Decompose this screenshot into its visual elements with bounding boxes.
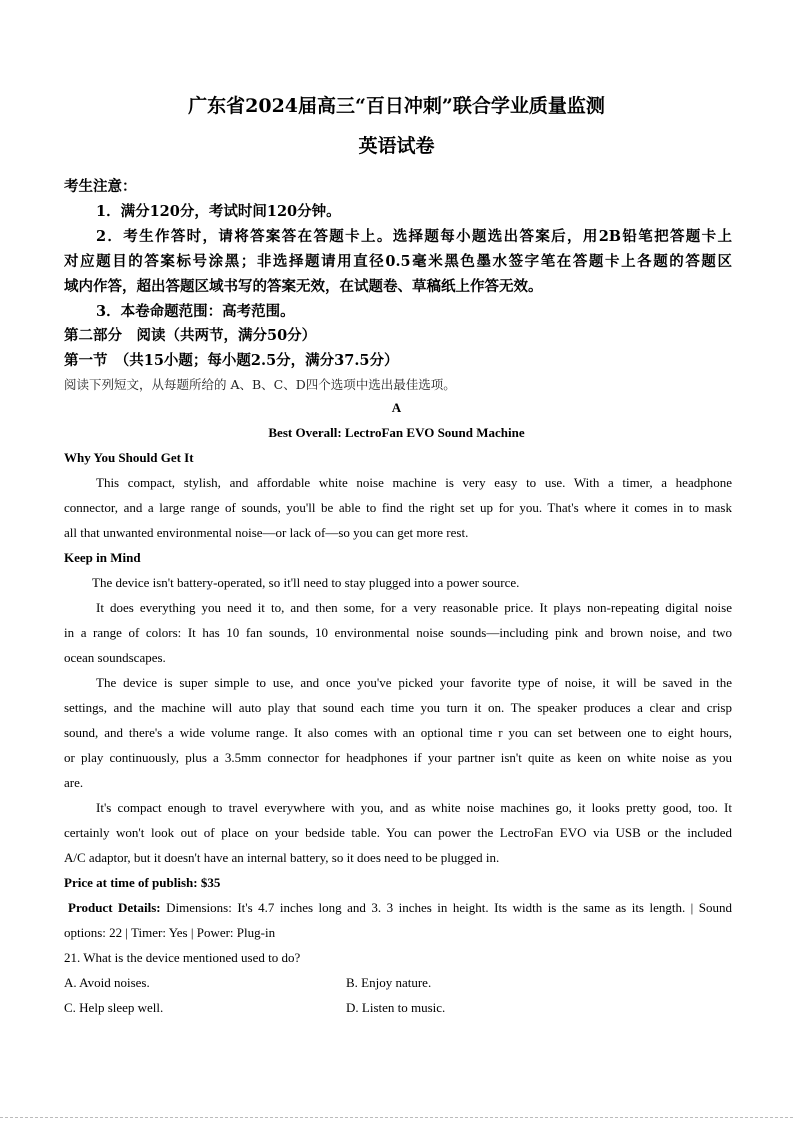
exam-subtitle: 英语试卷 [358,135,435,157]
exam-title: 广东省2024届高三“百日冲刺”联合学业质量监测 [188,95,605,117]
paragraph-line: all that unwanted environmental noise—or lack of—so you can get more rest. [64,525,469,540]
notice-heading: 考生注意： [64,178,137,195]
paragraph-line: settings, and the machine will auto play that sound each time you turn it on. The speaker produces a clear and crisp [64,700,732,715]
notice-item-3: 3．本卷命题范围：高考范围。 [96,303,295,320]
paragraph-line: This compact, stylish, and affordable white noise machine is very easy to use. With a timer, a headphone [96,475,732,490]
notice-item-1: 1．满分120分，考试时间120分钟。 [96,203,341,220]
page-bottom-divider [0,1117,793,1118]
option-c: C. Help sleep well. [64,1000,164,1015]
keep-in-mind-heading: Keep in Mind [64,550,141,565]
paragraph-line: A/C adaptor, but it doesn't have an internal battery, so it does need to be plugged in. [64,850,500,865]
part2-heading: 第二部分 阅读（共两节，满分50分） [64,327,317,344]
passage-title: Best Overall: LectroFan EVO Sound Machine [268,425,525,440]
why-heading: Why You Should Get It [64,450,194,465]
product-details-label: Product Details: [68,900,161,915]
option-a: A. Avoid noises. [64,975,150,990]
notice-item-2-line-1: 2．考生作答时，请将答案答在答题卡上。选择题每小题选出答案后，用2B铅笔把答题卡上 [96,228,732,245]
paragraph-line: connector, and a large range of sounds, you'll be able to find the right set up for you. That's where it comes in to mask [64,500,732,515]
product-details-text: Dimensions: It's 4.7 inches long and 3. 3 inches in height. Its width is the same as its length. | Sound [166,900,733,915]
option-b: B. Enjoy nature. [346,975,432,990]
paragraph-line: It does everything you need it to, and then some, for a very reasonable price. It plays non-repeating digital noise [96,600,732,615]
price-line: Price at time of publish: $35 [64,875,221,890]
product-details-line-1 [68,900,732,916]
question-stem: 21. What is the device mentioned used to do? [64,950,301,965]
reading-instruction: 阅读下列短文，从每题所给的 A、B、C、D四个选项中选出最佳选项。 [64,377,456,392]
notice-item-2-line-2: 对应题目的答案标号涂黑；非选择题请用直径0.5毫米黑色墨水签字笔在答题卡上各题的答题区 [64,253,732,270]
option-d: D. Listen to music. [346,1000,446,1015]
section1-heading: 第一节 （共15小题；每小题2.5分，满分37.5分） [64,352,399,369]
paragraph-line: certainly won't look out of place on your bedside table. You can power the LectroFan EVO via USB or the included [64,825,732,840]
product-details-line-2: options: 22 | Timer: Yes | Power: Plug-in [64,925,276,940]
paragraph-line: ocean soundscapes. [64,650,166,665]
paragraph-line: in a range of colors: It has 10 fan sounds, 10 environmental noise sounds—including pink and brown noise, and two [64,625,732,640]
passage-letter: A [391,400,402,415]
notice-item-2-line-3: 域内作答，超出答题区域书写的答案无效，在试题卷、草稿纸上作答无效。 [64,278,543,295]
paragraph-line: are. [64,775,84,790]
paragraph-line: It's compact enough to travel everywhere with you, and as white noise machines go, it looks pretty good, too. It [96,800,732,815]
paragraph-line: or play continuously, plus a 3.5mm connector for headphones if your partner isn't quite as keen on white noise as you [64,750,732,765]
paragraph-line: sound, and there's a wide volume range. It also comes with an optional time r you can set between one to eight hours, [64,725,732,740]
paragraph-line: The device isn't battery-operated, so it'll need to stay plugged into a power source. [92,575,520,590]
paragraph-line: The device is super simple to use, and once you've picked your favorite type of noise, it will be saved in the [96,675,732,690]
